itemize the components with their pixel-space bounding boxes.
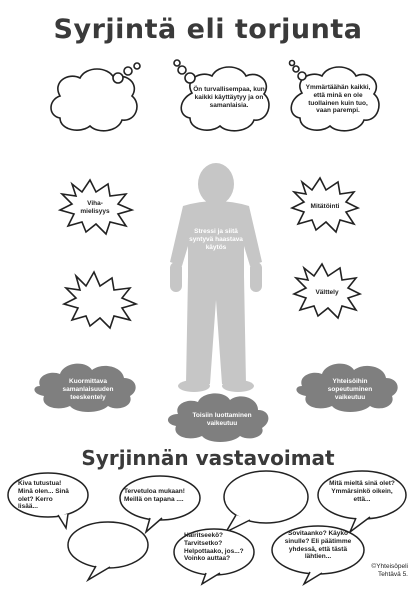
cloud-text-left: Kuormittava samanlaisuuden teeskentely bbox=[62, 378, 114, 401]
thought-bubble-text-2: Ön turvallisempaa, kun kaikki käyttäytyy ja on samanlaisia. bbox=[193, 86, 265, 109]
burst-label-vihamielisyys: Viha-mielisyys bbox=[80, 200, 110, 215]
thought-bubble-text-3: Ymmärtäähän kaikki, että minä en ole tuollainen kuin tuo, vaan parempi. bbox=[305, 84, 371, 115]
speech-text-7: Sovitaanko? Käykö sinulle? Eli päätimme yhdessä, että tästä lähtien... bbox=[284, 530, 352, 561]
speech-bubble-2 bbox=[120, 476, 200, 532]
person-figure bbox=[170, 163, 262, 392]
speech-text-2: Tervetuloa mukaan! Meillä on tapana .... bbox=[124, 488, 185, 503]
copyright bbox=[371, 563, 408, 579]
copyright-line-1: ©Yhteisöpeli bbox=[371, 563, 408, 570]
burst-label-valttely: Välttely bbox=[315, 289, 339, 296]
speech-bubble-5 bbox=[68, 522, 148, 580]
burst-left-bottom bbox=[64, 272, 136, 328]
page-title: Syrjintä eli torjunta bbox=[53, 14, 363, 45]
speech-text-6: Häiritseekö? Tarvitsetko? Helpottaako, jos...? Voinko auttaa? bbox=[184, 532, 244, 563]
figure-text: Stressi ja siitä syntyvä haastava käytös bbox=[189, 228, 243, 251]
cloud-text-right: Yhteisöihin sopeutuminen vaikeutuu bbox=[327, 378, 373, 401]
speech-bubble-3 bbox=[224, 471, 308, 532]
burst-label-mitatointi: Mitätöinti bbox=[310, 203, 340, 210]
speech-text-4: Mitä mieltä sinä olet? Ymmärsinkö oikein, että... bbox=[329, 480, 395, 503]
copyright-line-2: Tehtävä 5. bbox=[378, 571, 408, 579]
thought-bubble-empty bbox=[51, 63, 140, 131]
section-title: Syrjinnän vastavoimat bbox=[81, 446, 335, 470]
speech-text-1: Kiva tutustua! Minä olen... Sinä olet? Kerro lisää... bbox=[18, 480, 69, 511]
cloud-text-center: Toisiin luottaminen vaikeutuu bbox=[192, 412, 252, 427]
